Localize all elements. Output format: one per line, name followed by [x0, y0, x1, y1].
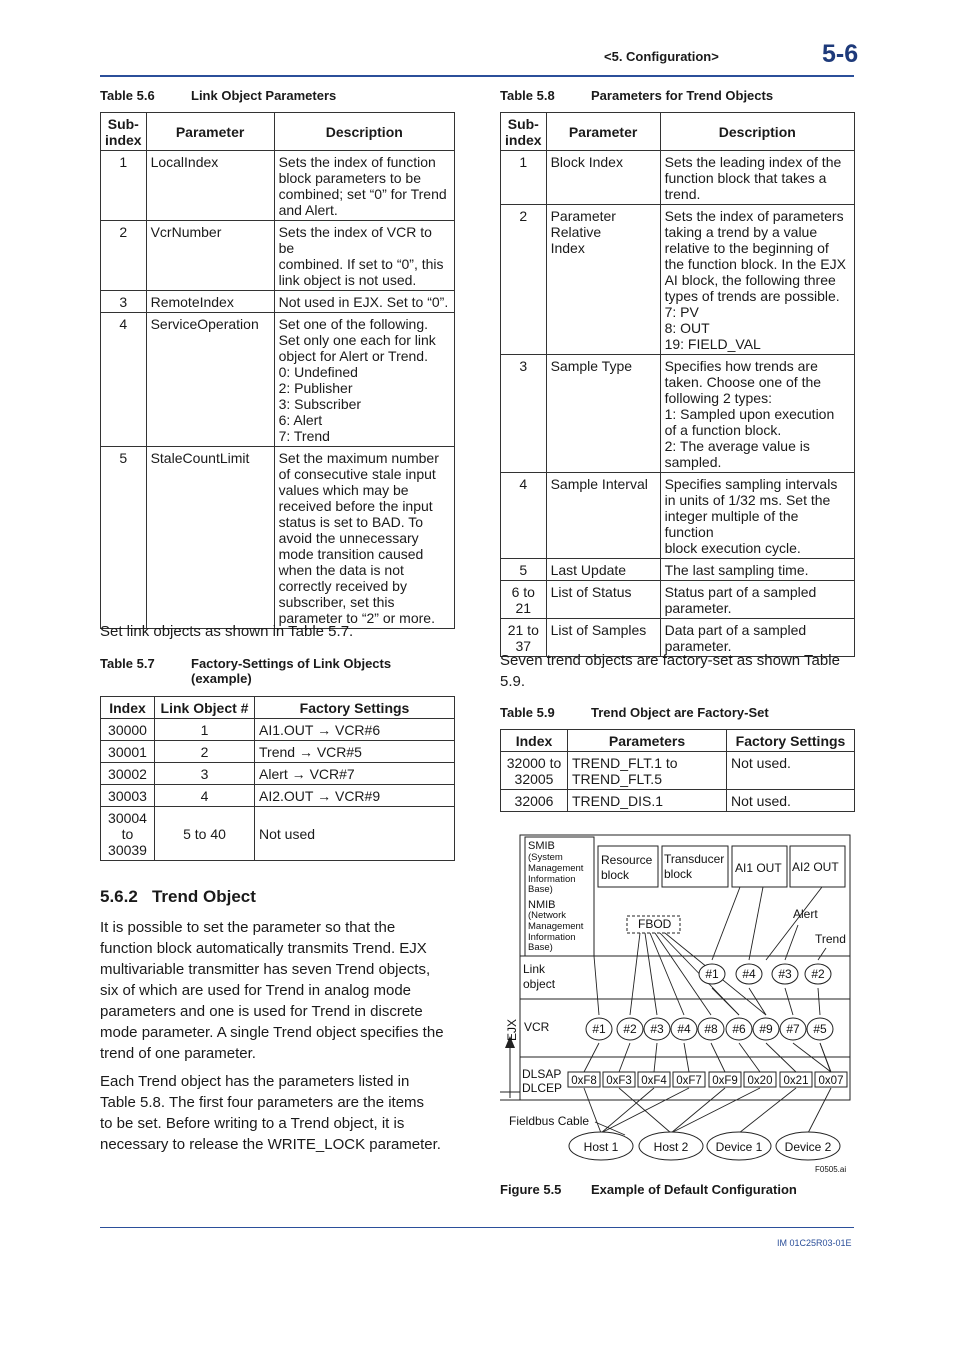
table-cell: 1: [155, 719, 255, 741]
vcr-node-label: #3: [650, 1022, 664, 1036]
table-cell: Sets the index of parameters taking a trend by a value relative to the beginning of the function block. In the EJX AI block, the following three types of trends are possible. 7: PV 8: OUT 19: FIELD_VAL: [660, 205, 854, 355]
default-configuration-diagram: [500, 830, 860, 1180]
svg-text:object: object: [523, 977, 556, 991]
figure-file-label: F0505.ai: [815, 1165, 847, 1174]
col-header: Link Object #: [155, 697, 255, 719]
col-header: Sub- index: [101, 113, 147, 151]
table-cell: Sets the leading index of the function block that takes a trend.: [660, 151, 854, 205]
vcr-label: VCR: [524, 1020, 550, 1034]
link-node-label: #4: [742, 967, 756, 981]
table-cell: 3: [101, 291, 147, 313]
table-cell: Not used: [255, 807, 455, 861]
table-row: [101, 151, 455, 221]
dlsap-label: 0xF9: [712, 1075, 738, 1087]
link-object-label: Link: [523, 962, 546, 976]
table-row: [101, 741, 455, 763]
set-link-text: Set link objects as shown in Table 5.7.: [100, 623, 354, 640]
table-cell: Alert → VCR#7: [255, 763, 455, 785]
table-cell: TREND_FLT.1 to TREND_FLT.5: [568, 752, 727, 790]
table-cell: Not used.: [727, 790, 855, 812]
table-cell: TREND_DIS.1: [568, 790, 727, 812]
vcr-node-label: #6: [732, 1022, 746, 1036]
col-header: Parameter: [146, 113, 274, 151]
table-cell: 30002: [101, 763, 155, 785]
table-cell: Not used.: [727, 752, 855, 790]
dlsap-label: 0xF4: [641, 1075, 667, 1087]
trend-para-1: It is possible to set the parameter so that the function block automatically transmits Trend. EJX multivariable transmitter has seven Trend objects, six of which are used for Trend in analog mode parameters and one is used for Trend in discrete mode parameter. A single Trend object specifies the trend of one parameter.: [100, 919, 444, 1062]
table-cell: ServiceOperation: [146, 313, 274, 447]
table-row: [501, 790, 855, 812]
table-cell: 4: [101, 313, 147, 447]
col-header: Description: [660, 113, 854, 151]
table-cell: Sets the index of VCR to be combined. If set to “0”, this link object is not used.: [274, 221, 454, 291]
table-cell: 3: [155, 763, 255, 785]
table-cell: Parameter Relative Index: [546, 205, 660, 355]
table-cell: 4: [155, 785, 255, 807]
table-row: [101, 447, 455, 629]
col-header: Factory Settings: [255, 697, 455, 719]
smib-label: SMIB: [528, 840, 555, 852]
table-cell: 5: [101, 447, 147, 629]
dlsap-label: DLSAP: [522, 1067, 562, 1081]
trend-label: Trend: [815, 932, 846, 946]
fbod-label: FBOD: [638, 917, 672, 931]
ai1-out-label: AI1 OUT: [735, 861, 782, 875]
table-cell: 1: [101, 151, 147, 221]
ejx-label: EJX: [505, 1018, 519, 1041]
dlsap-label: 0xF8: [571, 1075, 597, 1087]
svg-text:Base): Base): [528, 942, 553, 953]
table-row: [501, 581, 855, 619]
svg-text:Information: Information: [528, 874, 576, 885]
table-cell: RemoteIndex: [146, 291, 274, 313]
svg-text:block: block: [601, 868, 630, 882]
table-5-8: [500, 112, 855, 657]
table-cell: The last sampling time.: [660, 559, 854, 581]
vcr-node-label: #7: [786, 1022, 800, 1036]
svg-text:Management: Management: [528, 921, 584, 932]
connection-lines: [584, 887, 831, 1135]
table-cell: Data part of a sampled parameter.: [660, 619, 854, 657]
table-cell: 32000 to 32005: [501, 752, 568, 790]
alert-label: Alert: [793, 907, 818, 921]
table-row: [501, 752, 855, 790]
col-header: Parameter: [546, 113, 660, 151]
table-cell: 21 to 37: [501, 619, 547, 657]
doc-number: IM 01C25R03-01E: [777, 1238, 852, 1248]
table-cell: Block Index: [546, 151, 660, 205]
table-row: [501, 355, 855, 473]
dlsap-label: 0x07: [818, 1075, 844, 1087]
table-cell: List of Samples: [546, 619, 660, 657]
vcr-node-label: #4: [677, 1022, 691, 1036]
table-cell: Sample Interval: [546, 473, 660, 559]
page-number: 5-6: [822, 40, 859, 68]
table-cell: Sets the index of function block parameters to be combined; set “0” for Trend and Alert.: [274, 151, 454, 221]
table-cell: 2: [101, 221, 147, 291]
table-cell: 1: [501, 151, 547, 205]
vcr-node-label: #5: [813, 1022, 827, 1036]
host-label: Host 1: [583, 1140, 619, 1154]
seven-text: Seven trend objects are factory-set as shown Table 5.9.: [500, 652, 840, 690]
vcr-node-label: #2: [623, 1022, 637, 1036]
ai2-out-label: AI2 OUT: [792, 860, 839, 874]
table-row: [501, 559, 855, 581]
table-row: [101, 291, 455, 313]
svg-text:DLCEP: DLCEP: [522, 1081, 563, 1095]
col-header: Index: [501, 730, 568, 752]
table-5-9: [500, 729, 855, 812]
table-5-7: [100, 696, 455, 861]
fieldbus-label: Fieldbus Cable: [509, 1114, 590, 1128]
host-label: Device 2: [784, 1140, 832, 1154]
table-row: [501, 473, 855, 559]
table-cell: AI2.OUT → VCR#9: [255, 785, 455, 807]
table57-caption: Table 5.7 Factory-Settings of Link Objects (example): [100, 656, 392, 686]
nmib-label: NMIB: [528, 899, 556, 911]
table-row: [101, 785, 455, 807]
table-row: [101, 313, 455, 447]
table-row: [501, 205, 855, 355]
table-cell: 2: [155, 741, 255, 763]
transducer-label: Transducer: [664, 852, 725, 866]
resource-label: Resource: [601, 853, 653, 867]
table-row: [501, 151, 855, 205]
running-header: <5. Configuration>: [604, 49, 719, 64]
host-label: Device 1: [715, 1140, 763, 1154]
trend-para-2: Each Trend object has the parameters listed in Table 5.8. The first four parameters are the items to be set. Before writing to a Trend object, it is necessary to release the WRITE_LOCK parameter.: [100, 1073, 441, 1153]
table-cell: Set one of the following. Set only one each for link object for Alert or Trend. 0: Undefined 2: Publisher 3: Subscriber 6: Alert 7: Trend: [274, 313, 454, 447]
table-cell: 30000: [101, 719, 155, 741]
table-row: [101, 807, 455, 861]
table-row: [101, 719, 455, 741]
col-header: Factory Settings: [727, 730, 855, 752]
figure-caption: Figure 5.5 Example of Default Configuration: [500, 1182, 797, 1197]
table-cell: Trend → VCR#5: [255, 741, 455, 763]
col-header: Sub- index: [501, 113, 547, 151]
link-node-label: #3: [778, 967, 792, 981]
table-cell: 3: [501, 355, 547, 473]
dlsap-label: 0x21: [783, 1075, 809, 1087]
table-cell: Sample Type: [546, 355, 660, 473]
table-cell: 30003: [101, 785, 155, 807]
svg-text:(System: (System: [528, 852, 563, 863]
link-node-label: #2: [811, 967, 825, 981]
footer-rule: [100, 1227, 854, 1228]
table-cell: 2: [501, 205, 547, 355]
vcr-node-label: #8: [704, 1022, 718, 1036]
svg-text:Management: Management: [528, 863, 584, 874]
table-5-6: [100, 112, 455, 629]
table-row: [101, 763, 455, 785]
table-cell: 5: [501, 559, 547, 581]
section-heading: 5.6.2 Trend Object: [100, 887, 256, 906]
col-header: Index: [101, 697, 155, 719]
table-cell: 6 to 21: [501, 581, 547, 619]
table-cell: Set the maximum number of consecutive stale input values which may be received before the input status is set to BAD. To avoid the unnecessary mode transition caused when the data is not correctly received by subscriber, set this parameter to “2” or more.: [274, 447, 454, 629]
table-cell: 4: [501, 473, 547, 559]
table-cell: 32006: [501, 790, 568, 812]
svg-text:Base): Base): [528, 884, 553, 895]
table-cell: 5 to 40: [155, 807, 255, 861]
table59-caption: Table 5.9 Trend Object are Factory-Set: [500, 705, 769, 720]
svg-text:Information: Information: [528, 932, 576, 943]
table-cell: Status part of a sampled parameter.: [660, 581, 854, 619]
vcr-node-label: #9: [759, 1022, 773, 1036]
dlsap-label: 0xF7: [676, 1075, 702, 1087]
table-cell: Last Update: [546, 559, 660, 581]
table-cell: StaleCountLimit: [146, 447, 274, 629]
table-cell: 30004 to 30039: [101, 807, 155, 861]
table-cell: 30001: [101, 741, 155, 763]
col-header: Description: [274, 113, 454, 151]
vcr-node-label: #1: [592, 1022, 606, 1036]
svg-text:block: block: [664, 867, 693, 881]
svg-text:(Network: (Network: [528, 910, 567, 921]
table-row: [101, 221, 455, 291]
table-cell: LocalIndex: [146, 151, 274, 221]
table-cell: AI1.OUT → VCR#6: [255, 719, 455, 741]
table-cell: List of Status: [546, 581, 660, 619]
table-cell: Not used in EJX. Set to “0”.: [274, 291, 454, 313]
table58-caption: Table 5.8 Parameters for Trend Objects: [500, 88, 774, 103]
table-cell: Specifies how trends are taken. Choose one of the following 2 types: 1: Sampled upon execution of a function block. 2: The average value is sampled.: [660, 355, 854, 473]
dlsap-label: 0xF3: [606, 1075, 632, 1087]
table-cell: VcrNumber: [146, 221, 274, 291]
col-header: Parameters: [568, 730, 727, 752]
table-cell: Specifies sampling intervals in units of 1/32 ms. Set the integer multiple of the function block execution cycle.: [660, 473, 854, 559]
host-label: Host 2: [653, 1140, 689, 1154]
table56-caption: Table 5.6 Link Object Parameters: [100, 88, 337, 103]
link-node-label: #1: [705, 967, 719, 981]
dlsap-label: 0x20: [747, 1075, 773, 1087]
header-rule: [100, 75, 854, 77]
